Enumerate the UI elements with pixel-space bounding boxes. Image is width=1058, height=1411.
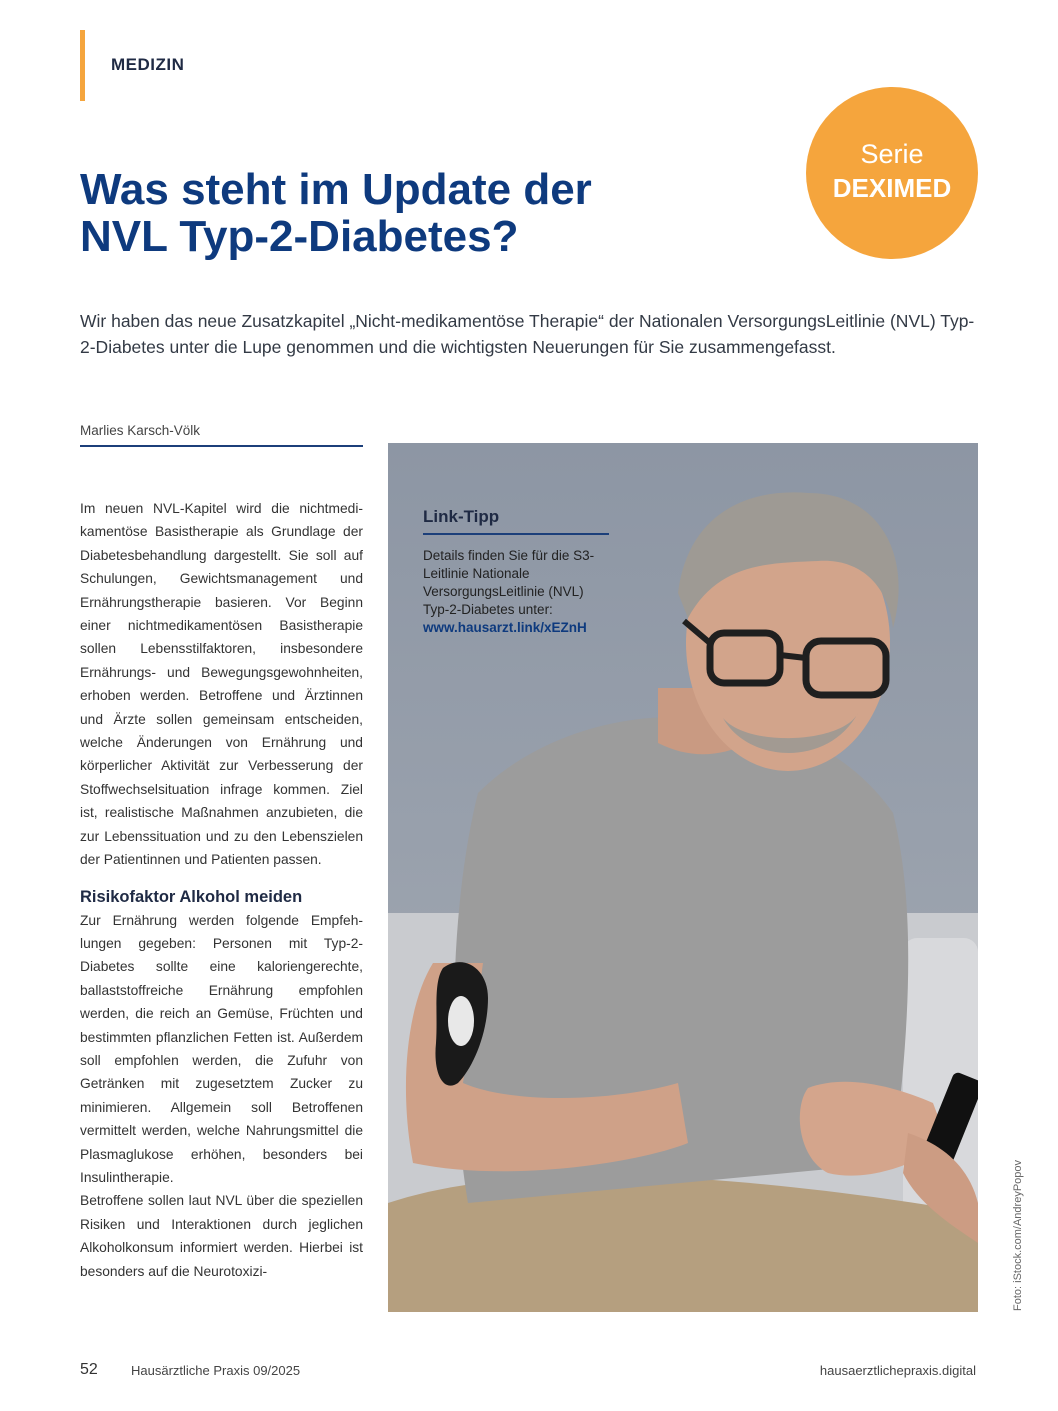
- website-link[interactable]: hausaerztlichepraxis.digital: [819, 1363, 976, 1378]
- author-name: Marlies Karsch-Völk: [80, 423, 201, 438]
- link-tip-text: Details finden Sie für die S3-Leitlinie Nationale VersorgungsLeitlinie (NVL) Typ-2-Diabetes unter:: [423, 548, 595, 617]
- article-headline: [80, 166, 740, 260]
- link-tip-box: [423, 507, 609, 637]
- headline-line-1: Was steht im Update der: [80, 165, 592, 214]
- section-label: MEDIZIN: [111, 55, 185, 74]
- glasses-bridge: [780, 655, 806, 658]
- subheading: Risikofaktor Alkohol meiden: [80, 887, 303, 906]
- series-badge-label: Serie: [860, 139, 924, 169]
- body-paragraph: Zur Ernährung werden folgende Empfehlungen gegeben: Personen mit Typ-2-Diabetes sollte eine kaloriengerechte, ballaststoffreiche Ernährung empfohlen werden, die reich an Gemüse, Früchten und bestimmten pflanzlichen Fetten ist. Außerdem soll empfohlen werden, die Zufuhr von Getränken mit zugesetztem Zucker zu minimieren. Allgemein soll Betroffenen vermittelt werden, welche Nahrungsmittel die Plasmaglukose erhöhen, besonders bei Insulintherapie.: [80, 912, 363, 1185]
- body-column: [80, 497, 363, 1283]
- photo-credit: Foto: iStock.com/AndreyPopov: [1012, 1159, 1024, 1311]
- article-lead: Wir haben das neue Zusatzkapitel „Nicht-medikamentöse Therapie“ der Nationalen VersorgungsLeitlinie (NVL) Typ-2-Diabetes unter die Lupe genommen und die wichtigsten Neuerungen für Sie zusammengefasst.: [80, 311, 975, 357]
- body-paragraph: Betroffene sollen laut NVL über die speziellen Risiken und Interaktionen durch jeglichen Alkoholkonsum informiert werden. Hierbei ist besonders auf die Neurotoxizi-: [80, 1193, 363, 1279]
- sensor-disc-shape: [448, 996, 474, 1046]
- author-divider: [80, 445, 363, 447]
- section-accent-bar: [80, 30, 85, 101]
- series-badge: [806, 87, 978, 259]
- link-tip-url[interactable]: www.hausarzt.link/xEZnH: [423, 620, 587, 635]
- page-number: 52: [80, 1361, 98, 1378]
- link-tip-title: Link-Tipp: [423, 507, 609, 535]
- headline-line-2: NVL Typ-2-Diabetes?: [80, 212, 519, 261]
- journal-name: Hausärztliche Praxis 09/2025: [131, 1363, 301, 1378]
- body-paragraph: Im neuen NVL-Kapitel wird die nichtmedikamentöse Basistherapie als Grundlage der Diabetesbehandlung dargestellt. Sie soll auf Schulungen, Gewichtsmanagement und Ernährungstherapie basieren. Vor Beginn einer nichtmedikamentösen Basistherapie sollen Lebensstilfaktoren, insbesondere Ernährungs- und Bewegungsgewohnheiten, erhoben werden. Betroffene und Ärztinnen und Ärzte sollen gemeinsam entscheiden, welche Änderungen von Ernährung und körperlicher Aktivität zur Verbesserung der Stoffwechselsituation infrage kommen. Ziel ist, realistische Maßnahmen anzubieten, die zur Lebenssituation und zu den Lebenszielen der Patientinnen und Patienten passen.: [80, 501, 363, 868]
- series-badge-name: DEXIMED: [832, 173, 952, 203]
